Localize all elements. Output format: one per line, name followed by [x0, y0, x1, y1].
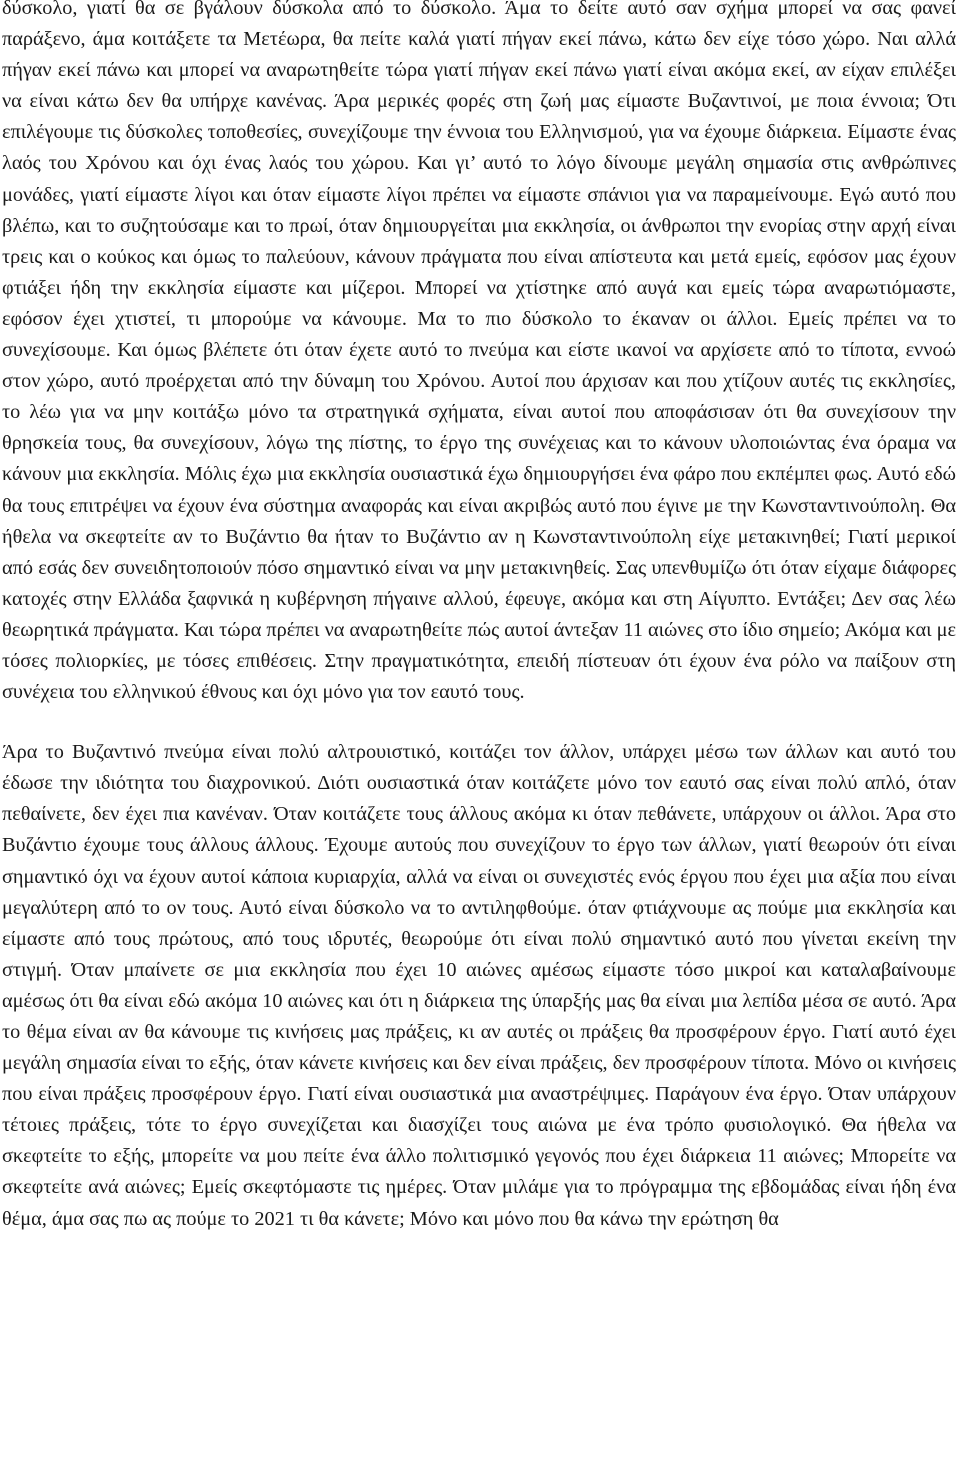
paragraph-2: Άρα το Βυζαντινό πνεύμα είναι πολύ αλτρουιστικό, κοιτάζει τον άλλον, υπάρχει μέσω των άλλων και αυτό του έδωσε την ιδιότητα του διαχρονικού. Διότι ουσιαστικά όταν κοιτάζετε μόνο τον εαυτό σας είναι πολύ απλό, όταν πεθαίνετε, δεν έχει πια κανέναν. Όταν κοιτάζετε τους άλλους ακόμα κι όταν πεθάνετε, υπάρχουν οι άλλοι. Άρα στο Βυζάντιο έχουμε τους άλλους άλλους. Έχουμε αυτούς που συνεχίζουν το έργο των άλλων, γιατί θεωρούν ότι είναι σημαντικό όχι να έχουν αυτοί κάποια κυριαρχία, αλλά να είναι οι συνεχιστές ενός έργου που έχει μια αξία που είναι μεγαλύτερη από το ον τους. Αυτό είναι δύσκολο να το αντιληφθούμε. όταν φτιάχνουμε ας πούμε μια εκκλησία και είμαστε από τους πρώτους, από τους ιδρυτές, θεωρούμε ότι είναι πολύ σημαντικό αυτό που γίνεται εκείνη την στιγμή. Όταν μπαίνετε σε μια εκκλησία που έχει 10 αιώνες αμέσως είμαστε τόσο μικροί και καταλαβαίνουμε αμέσως ότι θα είναι εδώ ακόμα 10 αιώνες και ότι η διάρκεια της ύπαρξής μας θα είναι μια λεπίδα μέσα σε αυτό. Άρα το θέμα είναι αν θα κάνουμε τις κινήσεις μας πράξεις, κι αν αυτές οι πράξεις θα προσφέρουν έργο. Γιατί αυτό έχει μεγάλη σημασία είναι το εξής, όταν κάνετε κινήσεις και δεν είναι πράξεις, δεν προσφέρουν τίποτα. Μόνο οι κινήσεις που είναι πράξεις προσφέρουν έργο. Γιατί είναι ουσιαστικά μια αναστρέψιμες. Παράγουν ένα έργο. Όταν υπάρχουν τέτοιες πράξεις, τότε το έργο συνεχίζεται και διασχίζει τους αιώνα με ένα τρόπο φυσιολογικό. Θα ήθελα να σκεφτείτε το εξής, μπορείτε να μου πείτε ένα άλλο πολιτισμικό γεγονός που έχει διάρκεια 11 αιώνες; Μπορείτε να σκεφτείτε ανά αιώνες; Εμείς σκεφτόμαστε τις ημέρες. Όταν μιλάμε για το πρόγραμμα της εβδομάδας είναι ήδη ένα θέμα, άμα σας πω ας πούμε το 2021 τι θα κάνετε; Μόνο και μόνο που θα κάνω την ερώτηση θα	[2, 741, 956, 1230]
document-page	[2, 0, 956, 1235]
paragraph-1: δύσκολο, γιατί θα σε βγάλουν δύσκολα από το δύσκολο. Άμα το δείτε αυτό σαν σχήμα μπορεί να σας φανεί παράξενο, άμα κοιτάξετε τα Μετέωρα, θα πείτε καλά γιατί πήγαν εκεί πάνω, κάτω δεν είχε τόσο χώρο. Ναι αλλά πήγαν εκεί πάνω και μπορεί να αναρωτηθείτε τώρα γιατί πήγαν εκεί πάνω γιατί είναι ακόμα εκεί, αν είχαν επιλέξει να είναι κάτω δεν θα υπήρχε κανένας. Άρα μερικές φορές στη ζωή μας είμαστε Βυζαντινοί, με ποια έννοια; Ότι επιλέγουμε τις δύσκολες τοποθεσίες, συνεχίζουμε την έννοια του Ελληνισμού, για να έχουμε διάρκεια. Είμαστε ένας λαός του Χρόνου και όχι ένας λαός του χώρου. Και γι’ αυτό το λόγο δίνουμε μεγάλη σημασία στις ανθρώπινες μονάδες, γιατί είμαστε λίγοι και όταν είμαστε λίγοι πρέπει να είμαστε σπάνιοι για να παραμείνουμε. Εγώ αυτό που βλέπω, και το συζητούσαμε και το πρωί, όταν δημιουργείται μια εκκλησία, οι άνθρωποι την ενορίας στην αρχή είναι τρεις και ο κούκος και όμως το παλεύουν, κάνουν πράγματα που είναι απίστευτα και μετά εμείς, εφόσον μας έχουν φτιάξει ήδη την εκκλησία είμαστε και μίζεροι. Μπορεί να χτίστηκε από αυγά και εμείς τώρα αναρωτιόμαστε, εφόσον έχει χτιστεί, τι μπορούμε να κάνουμε. Μα το πιο δύσκολο το έκαναν οι άλλοι. Εμείς πρέπει να το συνεχίσουμε. Και όμως βλέπετε ότι όταν έχετε αυτό το πνεύμα και είστε ικανοί να αρχίσετε από το τίποτα, εννοώ στον χώρο, αυτό προέρχεται από την δύναμη του Χρόνου. Αυτοί που άρχισαν και που χτίζουν αυτές τις εκκλησίες, το λέω για να μην κοιτάξω μόνο τα στρατηγικά σχήματα, είναι αυτοί που αποφάσισαν ότι θα συνεχίσουν την θρησκεία τους, θα συνεχίσουν, λόγω της πίστης, το έργο της συνέχειας και το κάνουν υλοποιώντας ένα όραμα να κάνουν μια εκκλησία. Μόλις έχω μια εκκλησία ουσιαστικά έχω δημιουργήσει ένα φάρο που εκπέμπει φως. Αυτό εδώ θα τους επιτρέψει να έχουν ένα σύστημα αναφοράς και είναι ακριβώς αυτό που έγινε με την Κωνσταντινούπολη. Θα ήθελα να σκεφτείτε αν το Βυζάντιο θα ήταν το Βυζάντιο αν η Κωνσταντινούπολη είχε μετακινηθεί; Γιατί μερικοί από εσάς δεν συνειδητοποιούν πόσο σημαντικό είναι να μην μετακινηθείς. Σας υπενθυμίζω ότι όταν είχαμε διάφορες κατοχές στην Ελλάδα ξαφνικά η κυβέρνηση πήγαινε αλλού, έφευγε, ακόμα και στη Αίγυπτο. Εντάξει; Δεν σας λέω θεωρητικά πράγματα. Και τώρα πρέπει να αναρωτηθείτε πώς αυτοί άντεξαν 11 αιώνες στο ίδιο σημείο; Ακόμα και με τόσες πολιορκίες, με τόσες επιθέσεις. Στην πραγματικότητα, επειδή πίστευαν ότι έχουν ένα ρόλο να παίξουν στη συνέχεια του ελληνικού έθνους και όχι μόνο για τον εαυτό τους.	[2, 0, 956, 704]
